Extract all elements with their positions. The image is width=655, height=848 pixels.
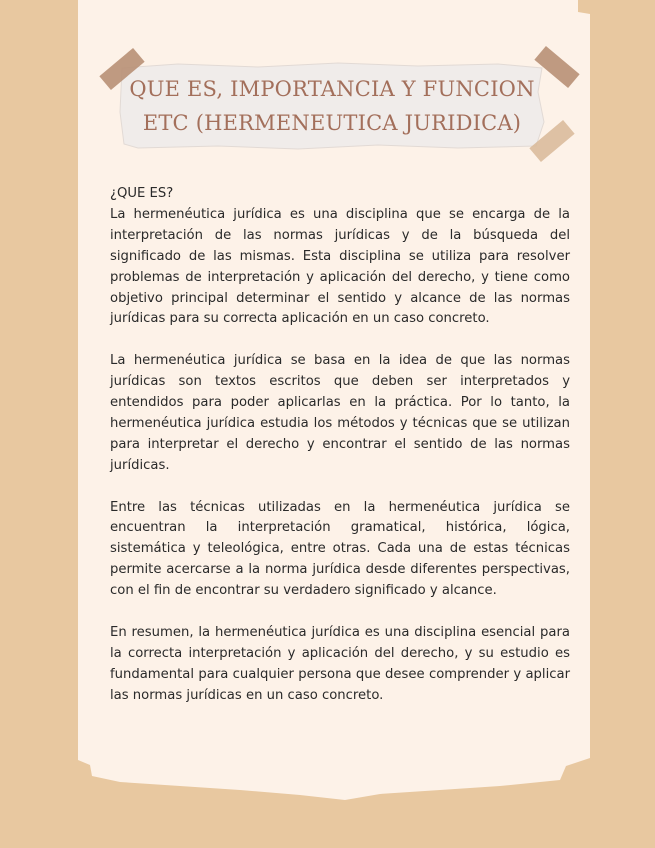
paragraph-3: Entre las técnicas utilizadas en la hermenéutica jurídica se encuentran la interpretación gramatical, histórica, lógica, sistemática y teleológica, entre otras. Cada una de estas técnicas permite acercarse a la norma jurídica desde diferentes perspectivas, con el fin de encontrar su verdadero significado y alcance. xyxy=(110,499,570,599)
paragraph-2: La hermenéutica jurídica se basa en la idea de que las normas jurídicas son textos escritos que deben ser interpretados y entendidos para poder aplicarlas en la práctica. Por lo tanto, la hermenéutica jurídica estudia los métodos y técnicas que se utilizan para interpretar el derecho y encontrar el sentido de las normas jurídicas. xyxy=(110,353,570,473)
paragraph-1: La hermenéutica jurídica es una disciplina que se encarga de la interpretación de las normas jurídicas y de la búsqueda del significado de las mismas. Esta disciplina se utiliza para resolver problemas de interpretación y aplicación del derecho, y tiene como objetivo principal determinar el sentido y alcance de las normas jurídicas para su correcta aplicación en un caso concreto. xyxy=(110,206,570,327)
title-banner xyxy=(118,62,546,150)
section-heading: ¿QUE ES? xyxy=(110,186,174,201)
title-line-1: QUE ES, IMPORTANCIA Y FUNCION xyxy=(129,77,535,101)
page-title xyxy=(118,72,546,140)
paragraph-4: En resumen, la hermenéutica jurídica es una disciplina esencial para la correcta interpretación y aplicación del derecho, y su estudio es fundamental para cualquier persona que desee comprender y aplicar las normas jurídicas en un caso concreto. xyxy=(110,624,570,703)
title-line-2: ETC (HERMENEUTICA JURIDICA) xyxy=(142,111,522,135)
document-body xyxy=(110,184,570,728)
